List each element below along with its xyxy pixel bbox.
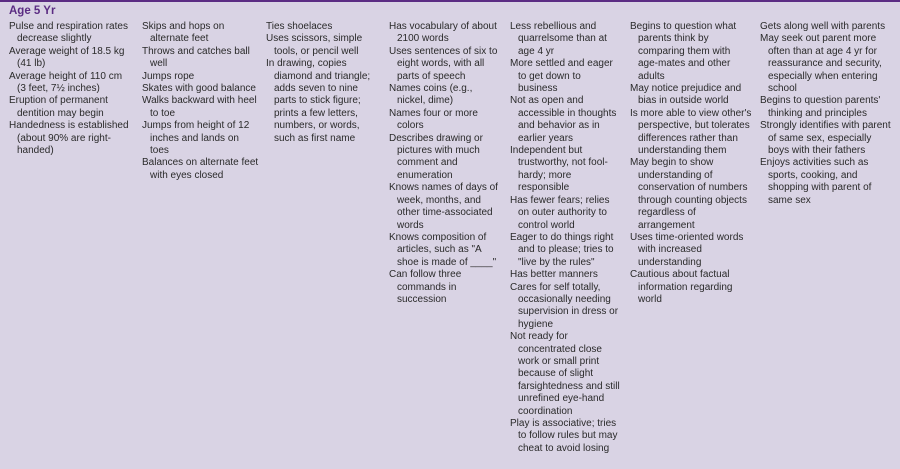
list-item: Uses scissors, simple tools, or pencil well xyxy=(266,33,363,57)
list-item: Uses time-oriented words with increased understanding xyxy=(630,231,744,268)
column-fine-motor xyxy=(266,21,378,145)
column-socialization xyxy=(510,21,622,455)
list-item: Has fewer fears; relies on outer authority to control world xyxy=(510,194,610,231)
column-cognition xyxy=(630,21,752,306)
list-item: May begin to show understanding of conservation of numbers through counting objects regardless of arrangement xyxy=(630,157,748,231)
list-item: In drawing, copies diamond and triangle; adds seven to nine parts to stick figure; prints a few letters, numbers, or words, such as first name xyxy=(266,58,371,144)
list-item: Jumps from height of 12 inches and lands on toes xyxy=(142,120,250,157)
column-family-relationships xyxy=(760,21,892,207)
column-physical xyxy=(9,21,129,157)
list-item: May notice prejudice and bias in outside world xyxy=(630,83,742,107)
list-item: Strongly identifies with parent of same sex, especially boys with their fathers xyxy=(760,120,891,157)
list-item: Average weight of 18.5 kg (41 lb) xyxy=(9,45,125,70)
list-item: Eager to do things right and to please; tries to "live by the rules" xyxy=(510,231,614,268)
list-item: Not ready for concentrated close work or small print because of slight farsightedness and still unrefined eye-hand coordination xyxy=(510,331,620,417)
list-item: Begins to question what parents think by comparing them with age-mates and other adults xyxy=(630,21,737,82)
list-item: Knows names of days of week, months, and other time-associated words xyxy=(389,182,498,231)
list-item: Walks backward with heel to toe xyxy=(142,95,257,119)
list-item: Uses sentences of six to eight words, with all parts of speech xyxy=(389,45,498,82)
column-language xyxy=(389,21,499,306)
list-item: Begins to question parents' thinking and principles xyxy=(760,95,881,119)
list-item: Throws and catches ball well xyxy=(142,45,250,70)
list-item: Describes drawing or pictures with much comment and enumeration xyxy=(389,132,483,181)
list-item: Names four or more colors xyxy=(389,107,478,132)
column-gross-motor xyxy=(142,21,260,182)
age-heading: Age 5 Yr xyxy=(9,5,56,17)
list-item: Ties shoelaces xyxy=(266,21,333,32)
list-item: Eruption of permanent dentition may begin xyxy=(9,95,108,119)
list-item: Cares for self totally, occasionally needing supervision in dress or hygiene xyxy=(510,281,619,330)
list-item: Can follow three commands in succession xyxy=(389,269,462,305)
list-item: Knows composition of articles, such as "A shoe is made of ____" xyxy=(389,231,497,268)
list-item: Not as open and accessible in thoughts and behavior as in earlier years xyxy=(510,95,617,144)
list-item: Gets along well with parents xyxy=(760,21,886,32)
list-item: Average height of 110 cm (3 feet, 7½ inches) xyxy=(9,70,123,95)
list-item: May seek out parent more often than at age 4 yr for reassurance and security, especially when entering school xyxy=(760,33,882,95)
list-item: More settled and eager to get down to business xyxy=(510,58,613,95)
list-item: Has vocabulary of about 2100 words xyxy=(389,21,497,45)
list-item: Cautious about factual information regarding world xyxy=(630,269,733,305)
list-item: Skates with good balance xyxy=(142,83,256,95)
list-item: Balances on alternate feet with eyes closed xyxy=(142,157,259,181)
list-item: Skips and hops on alternate feet xyxy=(142,21,225,45)
list-item: Names coins (e.g., nickel, dime) xyxy=(389,83,473,107)
list-item: Play is associative; tries to follow rules but may cheat to avoid losing xyxy=(510,418,618,454)
list-item: Enjoys activities such as sports, cooking, and shopping with parent of same sex xyxy=(760,157,872,206)
list-item: Pulse and respiration rates decrease slightly xyxy=(9,21,128,45)
list-item: Is more able to view other's perspective, but tolerates differences rather than understanding them xyxy=(630,107,752,157)
list-item: Less rebellious and quarrelsome than at age 4 yr xyxy=(510,21,607,57)
list-item: Handedness is established (about 90% are right-handed) xyxy=(9,120,129,157)
list-item: Independent but trustworthy, not fool-hardy; more responsible xyxy=(510,145,608,194)
list-item: Has better manners xyxy=(510,269,598,281)
list-item: Jumps rope xyxy=(142,70,195,82)
